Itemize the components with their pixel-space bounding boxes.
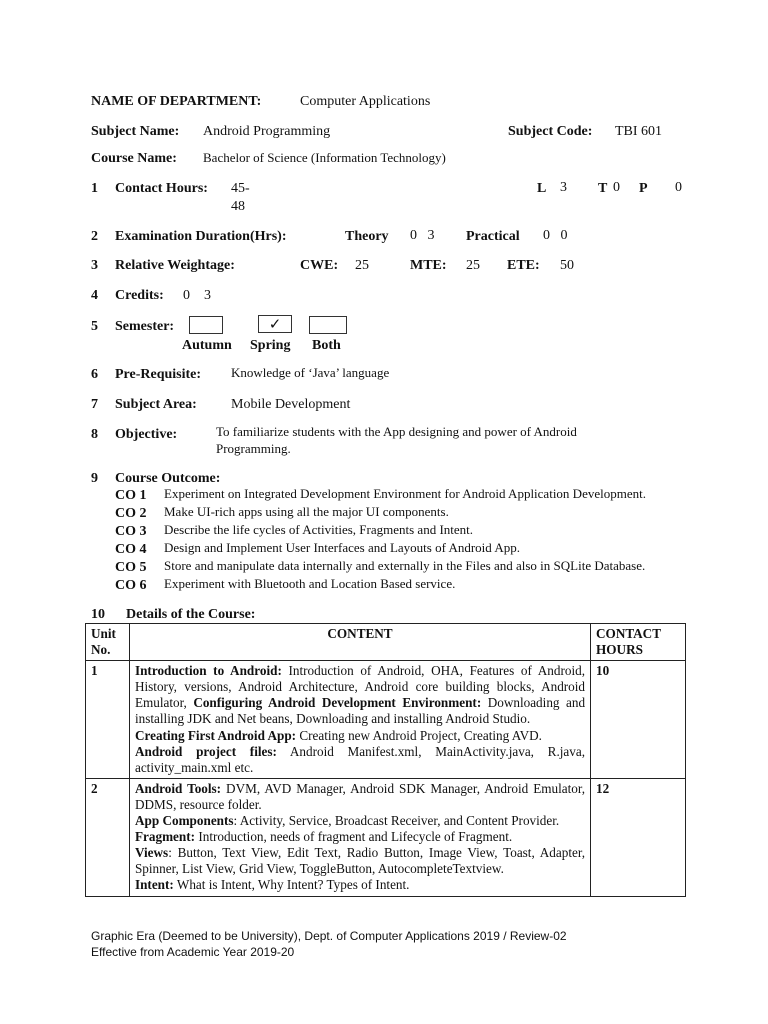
item-number: 2 <box>91 229 98 244</box>
topic-heading: Android Tools: <box>134 780 222 796</box>
credits-label: Credits: <box>115 288 164 303</box>
course-outcome-code: CO 4 <box>115 542 147 557</box>
item-number: 6 <box>91 367 98 382</box>
theory-label: Theory <box>345 229 389 244</box>
subject-code-label: Subject Code: <box>508 124 593 139</box>
subject-area-label: Subject Area: <box>115 397 197 412</box>
semester-autumn-checkbox[interactable] <box>189 316 223 334</box>
weightage-label: Relative Weightage: <box>115 258 235 273</box>
content-topic <box>135 695 585 726</box>
item-number: 1 <box>91 181 98 196</box>
item-number: 8 <box>91 427 98 442</box>
unit-header: Unit No. <box>86 624 130 661</box>
topic-heading: Configuring Android Development Environment: <box>193 695 482 711</box>
semester-option-autumn: Autumn <box>182 338 232 353</box>
topic-text: DVM, AVD Manager, Android SDK Manager, Android Emulator, DDMS, resource folder. <box>134 780 586 812</box>
course-outcome-code: CO 3 <box>115 524 147 539</box>
p-value: 0 <box>675 180 682 195</box>
course-name-label: Course Name: <box>91 151 177 166</box>
details-label: Details of the Course: <box>126 607 256 622</box>
topic-text: Introduction, needs of fragment and Lifecycle of Fragment. <box>195 829 513 845</box>
contact-hours-label: Contact Hours: <box>115 181 208 196</box>
item-number: 9 <box>91 471 98 486</box>
l-label: L <box>537 181 547 196</box>
content-cell <box>129 661 590 779</box>
footer <box>91 928 567 960</box>
item-number: 7 <box>91 397 98 412</box>
semester-both-checkbox[interactable] <box>309 316 347 334</box>
item-number: 3 <box>91 258 98 273</box>
course-outcome-text: Make UI-rich apps using all the major UI components. <box>164 504 449 519</box>
content-topic <box>135 877 585 893</box>
content-topic <box>135 744 585 776</box>
content-header: CONTENT <box>129 624 590 661</box>
topic-text: : Activity, Service, Broadcast Receiver, and Content Provider. <box>233 813 560 829</box>
course-name-value: Bachelor of Science (Information Technology) <box>203 150 446 165</box>
objective-label: Objective: <box>115 427 178 442</box>
department-label: NAME OF DEPARTMENT: <box>91 94 262 109</box>
topic-text: What is Intent, Why Intent? Types of Intent. <box>173 877 410 893</box>
prerequisite-label: Pre-Requisite: <box>115 367 202 382</box>
table-row <box>86 778 686 896</box>
content-topic <box>135 813 585 829</box>
t-value: 0 <box>613 180 620 195</box>
course-outcome-text: Experiment on Integrated Development Environment for Android Application Development. <box>164 486 646 501</box>
prerequisite-value: Knowledge of ‘Java’ language <box>231 365 390 380</box>
content-cell <box>129 778 590 896</box>
semester-spring-checkbox[interactable] <box>258 315 292 333</box>
credits-value: 0 3 <box>183 288 211 303</box>
objective-line-1: To familiarize students with the App designing and power of Android <box>216 424 577 439</box>
course-outcome-text: Experiment with Bluetooth and Location Based service. <box>164 576 456 591</box>
topic-heading: App Components <box>134 813 234 829</box>
course-outcome-code: CO 5 <box>115 560 147 575</box>
topic-heading: Creating First Android App: <box>134 727 297 743</box>
semester-label: Semester: <box>115 319 175 334</box>
content-topic <box>135 829 585 845</box>
course-outcome-code: CO 2 <box>115 506 147 521</box>
footer-line-1: Graphic Era (Deemed to be University), Dept. of Computer Applications 2019 / Review-02 <box>91 929 567 943</box>
t-label: T <box>598 181 608 196</box>
topic-text: Android Manifest.xml, MainActivity.java, R.java, activity_main.xml etc. <box>134 743 586 775</box>
l-value: 3 <box>560 180 567 195</box>
department-value: Computer Applications <box>300 94 431 109</box>
semester-option-both: Both <box>312 338 341 353</box>
course-outcome-text: Describe the life cycles of Activities, Fragments and Intent. <box>164 522 474 537</box>
topic-text: : Button, Text View, Edit Text, Radio Button, Image View, Toast, Adapter, Spinner, List View, Grid View, ToggleButton, AutocompleteTextview. <box>134 845 586 877</box>
practical-label: Practical <box>466 229 520 244</box>
item-number: 4 <box>91 288 98 303</box>
item-number: 5 <box>91 319 98 334</box>
mte-label: MTE: <box>410 258 447 273</box>
topic-text: Downloading and installing JDK and Net beans, Downloading and installing Android Studio. <box>134 695 586 727</box>
cwe-label: CWE: <box>300 258 339 273</box>
topic-heading: Intent: <box>134 877 174 893</box>
topic-text: Creating new Android Project, Creating AVD. <box>296 727 542 743</box>
topic-heading: Views <box>134 845 169 861</box>
table-header-row <box>86 624 686 661</box>
unit-cell: 1 <box>86 661 130 779</box>
course-outcome-label: Course Outcome: <box>115 471 221 486</box>
content-topic <box>135 728 585 744</box>
topic-heading: Introduction to Android: <box>134 663 282 679</box>
hours-cell: 12 <box>591 778 686 896</box>
course-outcome-text: Design and Implement User Interfaces and Layouts of Android App. <box>164 540 520 555</box>
course-outcome-code: CO 6 <box>115 578 147 593</box>
subject-name-value: Android Programming <box>203 124 331 139</box>
mte-value: 25 <box>466 258 480 273</box>
topic-text: Introduction of Android, OHA, Features of Android, History, versions, Android Architecture, Android core building blocks, Android Emulator, <box>134 663 586 711</box>
hours-cell: 10 <box>591 661 686 779</box>
p-label: P <box>639 181 648 196</box>
ete-label: ETE: <box>507 258 540 273</box>
contact-hours-value: 45- <box>231 181 250 196</box>
content-topic <box>135 845 585 877</box>
exam-duration-label: Examination Duration(Hrs): <box>115 229 287 244</box>
hours-header: CONTACT HOURS <box>591 624 686 661</box>
semester-option-spring: Spring <box>250 338 291 353</box>
table-row <box>86 661 686 779</box>
footer-line-2: Effective from Academic Year 2019-20 <box>91 945 295 960</box>
course-details-table <box>85 623 686 897</box>
subject-name-label: Subject Name: <box>91 124 180 139</box>
theory-value: 0 3 <box>410 228 435 243</box>
cwe-value: 25 <box>355 258 369 273</box>
contact-hours-value-cont: 48 <box>231 199 245 214</box>
course-outcome-code: CO 1 <box>115 488 147 503</box>
ete-value: 50 <box>560 258 574 273</box>
topic-heading: Fragment: <box>134 829 196 845</box>
content-topic <box>135 781 585 813</box>
practical-value: 0 0 <box>543 228 568 243</box>
subject-code-value: TBI 601 <box>615 124 663 139</box>
course-outcome-text: Store and manipulate data internally and externally in the Files and also in SQLite Database. <box>164 558 646 573</box>
unit-cell: 2 <box>86 778 130 896</box>
subject-area-value: Mobile Development <box>231 397 351 412</box>
item-number: 10 <box>91 607 105 622</box>
topic-heading: Android project files: <box>134 743 277 759</box>
objective-line-2: Programming. <box>216 441 291 456</box>
check-mark-icon: ✓ <box>268 315 282 333</box>
